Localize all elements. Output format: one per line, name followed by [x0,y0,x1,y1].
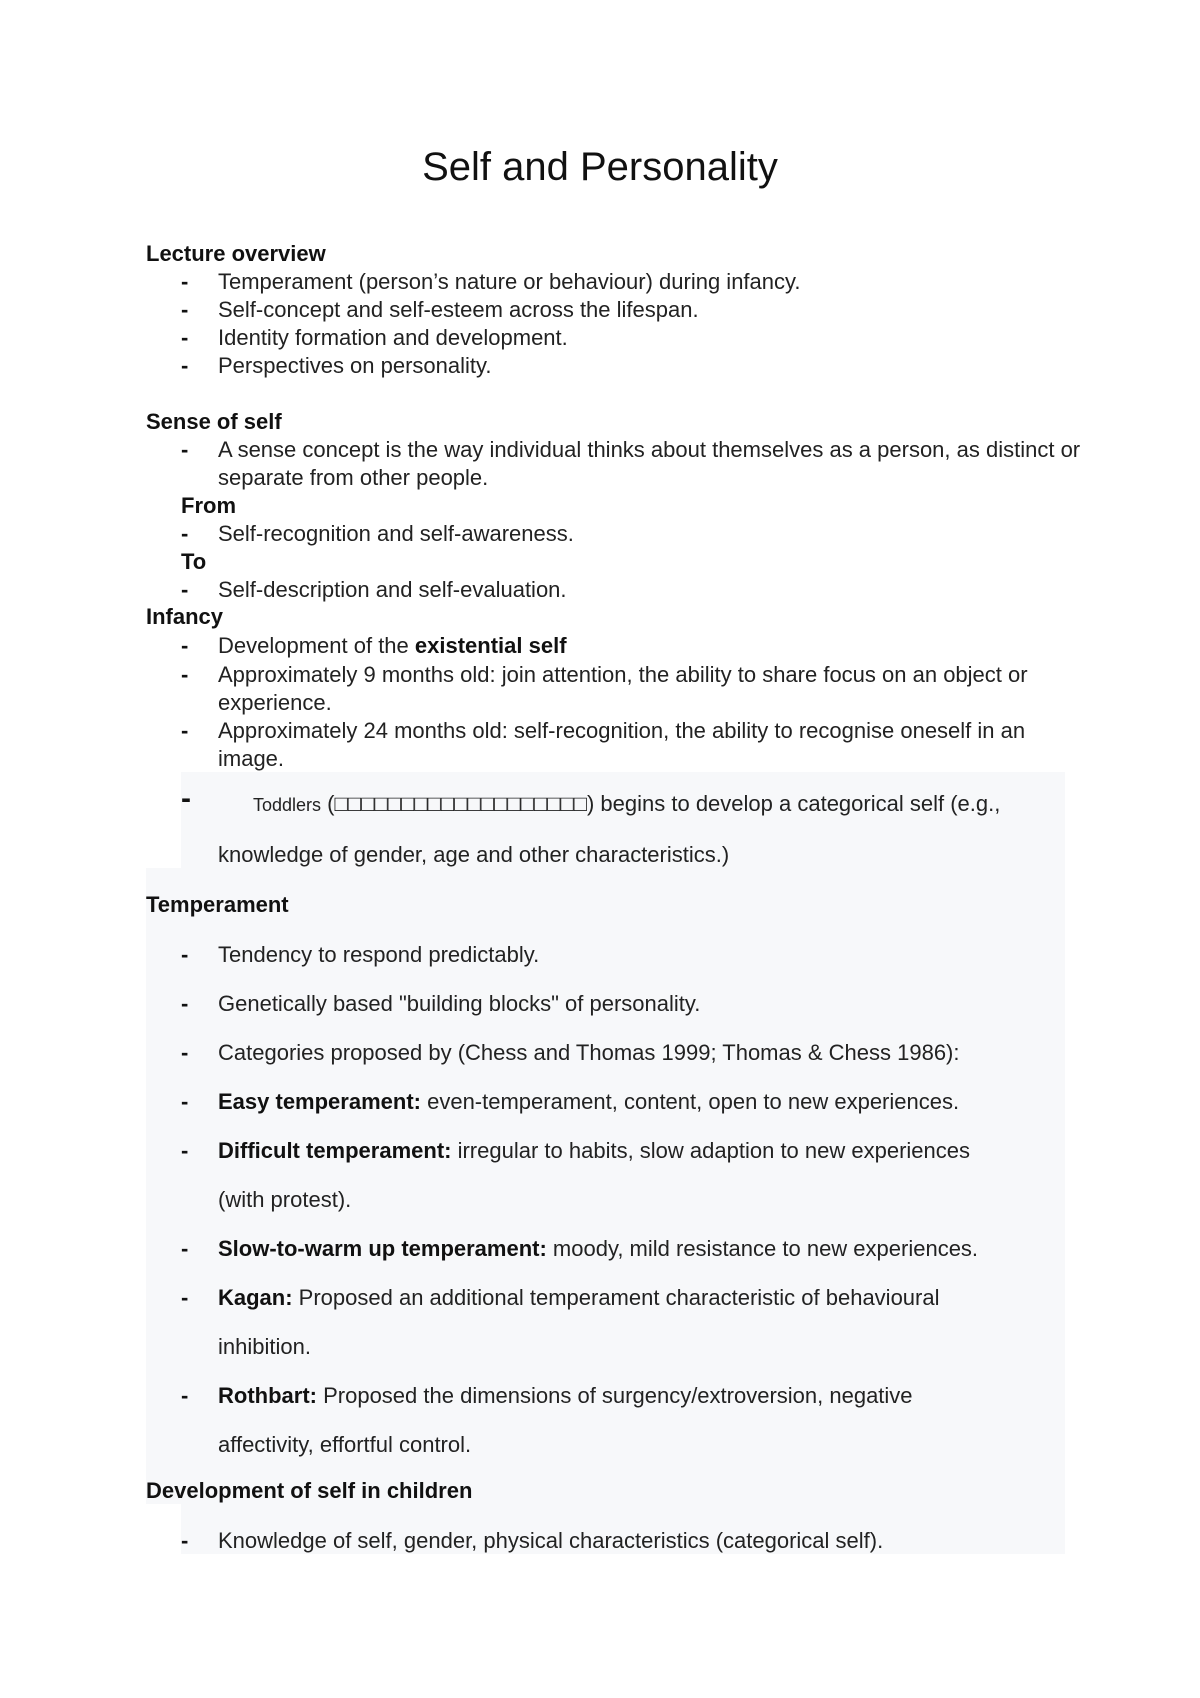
list-item-continuation: knowledge of gender, age and other characteristics.) [218,842,730,867]
list-item-continuation: inhibition. [218,1334,311,1359]
list-item-continuation: affectivity, effortful control. [218,1432,472,1457]
section-heading-sense-of-self: Sense of self [146,409,282,434]
sub-heading-from: From [181,493,236,518]
page-title: Self and Personality [422,145,778,189]
section-heading-development: Development of self in children [146,1478,473,1503]
sub-heading-to: To [181,549,207,574]
list-item-toddlers: Toddlers (□□□□□□□□□□□□□□□□□□□) begins to develop a categorical self (e.g., [253,791,1001,816]
large-bullet: - [181,782,191,815]
section-heading-infancy: Infancy [146,604,224,629]
list-item-continuation: (with protest). [218,1187,352,1212]
document-page: Self and Personality Lecture overview - Temperament (person’s nature or behaviour) during infancy. - Self-concept and self-esteem across the lifespan. - Identity formation and development. - Perspectives on personality. Sense of self - A sense concept is the way individual thinks about themselves as a person, as distinct or separate from other people. From - Self-recognition and self-awareness. To - Self-description and self-evaluation. Infancy - Development of the existential self - Approximately 9 months old: join attention, the ability to share focus on an object or experience. - Approximately 24 months old: self-recognition, the ability to recognise oneself in an image. - Toddlers (□□□□□□□□□□□□□□□□□□□) begins to develop a categorical self (e.g., knowledge of gender, age and other characteristics.) Temperament - Tendency to respond predictably. - Genetically based "building blocks" of personality. - Categories proposed by (Chess and Thomas 1999; Thomas & Chess 1986): - Easy temperament: even-temperament, content, open to new experiences. - Difficult temperament: irregular to habits, slow adaption to new experiences (with protest). - Slow-to-warm up temperament: moody, mild resistance to new experiences. - Kagan: Proposed an additional temperament characteristic of behavioural inhibition. - Rothbart: Proposed the dimensions of surgency/extroversion, negative affectivity, effortful control. Development of self in children - Knowledge of self, gender, physical characteristics (categorical self). [0,0,1200,1698]
section-heading-lecture-overview: Lecture overview [146,241,326,266]
section-heading-temperament: Temperament [146,892,289,917]
